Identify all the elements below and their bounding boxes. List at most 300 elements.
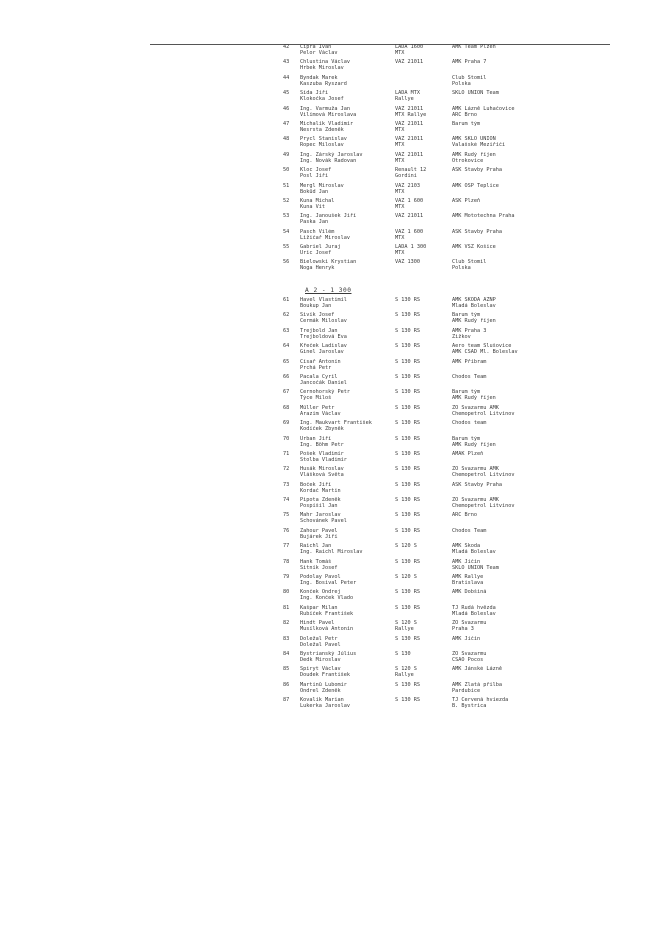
car-model [395, 136, 445, 148]
crew-name-line: Rubíček František [300, 610, 354, 617]
start-number: 51 [283, 182, 290, 189]
crew-names [300, 605, 392, 617]
car-model-line: MTX [395, 142, 405, 149]
car-model [395, 75, 445, 81]
crew-name-line: Bokůd Jan [300, 188, 329, 195]
team-name [452, 244, 552, 250]
team-name [452, 152, 552, 164]
entry-row [0, 343, 662, 358]
crew-names [300, 259, 392, 271]
car-model-line: Š 130 RS [395, 512, 420, 519]
team-name [452, 497, 552, 509]
car-model-line: Š 130 RS [395, 420, 420, 427]
crew-name-line: Müller Petr [300, 404, 335, 411]
crew-name-line: Týce Miloš [300, 395, 332, 402]
team-name [452, 420, 552, 426]
crew-name-line: Čermák Miloslav [300, 318, 347, 325]
crew-names [300, 59, 392, 71]
crew-name-line: Schovánek Pavel [300, 518, 347, 525]
car-model-line: Š 130 RS [395, 404, 420, 411]
start-number: 42 [283, 44, 290, 50]
crew-name-line: Doležal Petr [300, 635, 338, 642]
team-name-line: AMK Příbram [452, 358, 487, 365]
car-model-line [395, 75, 445, 81]
crew-names [300, 574, 392, 586]
crew-name-line: Ginel Jaroslav [300, 349, 344, 356]
crew-name-line: Ližičař Miroslav [300, 234, 350, 241]
team-name-line: Praha 3 [452, 626, 474, 633]
car-model-line: VAZ 1 600 [395, 228, 424, 235]
team-name [452, 543, 552, 555]
crew-name-line: Paska Jan [300, 219, 329, 226]
team-name [452, 59, 552, 65]
start-number: 85 [283, 666, 290, 673]
car-model-line: VAZ 21011 [395, 151, 424, 158]
team-name-line: ZO Svazarmu AMK [452, 466, 499, 473]
team-name-line: Mladá Boleslav [452, 549, 496, 556]
team-name [452, 620, 552, 632]
car-model-line: MTX [395, 157, 405, 164]
team-name-line: ZO Svazarmu AMK [452, 497, 499, 504]
car-model-line: Š 130 RS [395, 481, 420, 488]
team-name-line: ČSAO Pocos [452, 656, 484, 663]
entry-row [0, 213, 662, 228]
team-name-line: AMAK Plzeň [452, 450, 484, 457]
team-name-line: AMK Rudý říjen [452, 151, 496, 158]
start-number: 81 [283, 604, 290, 611]
team-name-line: AMK Rudý říjen [452, 441, 496, 448]
team-name-line: Chemopetrol Litvínov [452, 472, 515, 479]
team-name-line: Žižkov [452, 333, 471, 340]
car-model [395, 312, 445, 318]
team-name [452, 636, 552, 642]
crew-name-line: Kloc Josef [300, 167, 332, 174]
start-number: 45 [283, 90, 290, 97]
team-name-line: AMK Škoda [452, 543, 481, 550]
crew-name-line: Mergl Miroslav [300, 182, 344, 189]
car-model-line: Š 130 RS [395, 327, 420, 334]
crew-names [300, 359, 392, 371]
car-model-line: VAZ 21011 [395, 59, 424, 66]
car-model-line: Š 120 S [395, 666, 417, 673]
crew-name-line: Sitník Josef [300, 564, 338, 571]
crew-name-line: Ing. Raichl Miroslav [300, 549, 363, 556]
car-model [395, 682, 445, 688]
team-name-line: AMK SKLO UNION [452, 136, 496, 143]
team-name-line: AMK Praha 3 [452, 327, 487, 334]
entry-row [0, 543, 662, 558]
crew-name-line: Byndak Marek [300, 74, 338, 81]
car-model [395, 244, 445, 256]
crew-names [300, 405, 392, 417]
class-heading: A 2 - 1 300 [305, 287, 352, 294]
entry-row [0, 259, 662, 274]
team-name-line: Barum tým [452, 435, 481, 442]
crew-names [300, 636, 392, 648]
entry-row [0, 589, 662, 604]
team-name-line: AMK ŠKODA AZNP [452, 297, 496, 303]
car-model-line: Š 130 RS [395, 466, 420, 473]
entry-row [0, 44, 662, 59]
crew-names [300, 198, 392, 210]
start-number: 68 [283, 404, 290, 411]
car-model [395, 405, 445, 411]
car-model-line: Š 130 RS [395, 450, 420, 457]
crew-names [300, 183, 392, 195]
car-model-line: VAZ 21011 [395, 213, 424, 220]
car-model-line: MTX [395, 234, 405, 241]
team-name-line: AMK Zlatá přilba [452, 681, 502, 688]
crew-names [300, 482, 392, 494]
start-number: 78 [283, 558, 290, 565]
crew-names [300, 167, 392, 179]
start-number: 55 [283, 244, 290, 251]
team-name-line: B. Bystrica [452, 703, 487, 710]
start-number: 49 [283, 151, 290, 158]
crew-name-line: Mahr Jaroslav [300, 512, 341, 519]
team-name [452, 436, 552, 448]
car-model-line: VAZ 2103 [395, 182, 420, 189]
crew-names [300, 213, 392, 225]
crew-name-line: Martinů Lubomír [300, 681, 347, 688]
entry-row [0, 620, 662, 635]
crew-name-line: Kovalík Marian [300, 697, 344, 704]
team-name-line: SKLO UNION Team [452, 564, 499, 571]
crew-names [300, 312, 392, 324]
crew-names [300, 651, 392, 663]
car-model-line: LADA 1600 [395, 44, 424, 50]
car-model-line: Š 130 RS [395, 681, 420, 688]
team-name [452, 328, 552, 340]
entry-row [0, 697, 662, 712]
team-name-line: Mladá Boleslav [452, 610, 496, 617]
start-number: 76 [283, 527, 290, 534]
entry-row [0, 436, 662, 451]
crew-name-line: Chlustina Václav [300, 59, 350, 66]
car-model [395, 90, 445, 102]
team-name-line: Otrokovice [452, 157, 484, 164]
team-name-line: Polska [452, 265, 471, 272]
entry-row [0, 405, 662, 420]
crew-name-line: Hrbek Miroslav [300, 65, 344, 72]
car-model-line: VAZ 21011 [395, 105, 424, 112]
crew-name-line: Vlášková Světa [300, 472, 344, 479]
crew-name-line: Cipra Ivan [300, 44, 332, 50]
crew-name-line: Kuna Vít [300, 203, 325, 210]
team-name-line: Mladá Boleslav [452, 303, 496, 309]
car-model [395, 543, 445, 549]
entry-row [0, 229, 662, 244]
team-name [452, 405, 552, 417]
entry-row [0, 451, 662, 466]
car-model [395, 651, 445, 657]
team-name [452, 374, 552, 380]
team-name [452, 121, 552, 127]
start-number: 50 [283, 167, 290, 174]
team-name-line: AMK VŠZ Košice [452, 244, 496, 251]
crew-name-line: Doudek František [300, 672, 350, 679]
start-number: 70 [283, 435, 290, 442]
team-name-line: Valašské Meziříčí [452, 142, 506, 149]
car-model [395, 389, 445, 395]
start-number: 79 [283, 574, 290, 581]
car-model [395, 666, 445, 678]
start-number: 53 [283, 213, 290, 220]
team-name-line: Aero team Slušovice [452, 343, 512, 350]
car-model [395, 559, 445, 565]
team-name-line: ASK Stavby Praha [452, 228, 502, 235]
crew-name-line: Bielowski Krystian [300, 259, 357, 266]
car-model-line: Š 120 S [395, 620, 417, 627]
team-name [452, 312, 552, 324]
crew-names [300, 389, 392, 401]
entry-row [0, 559, 662, 574]
team-name [452, 559, 552, 571]
crew-name-line: Císař Antonín [300, 358, 341, 365]
car-model [395, 497, 445, 503]
car-model-line: Š 130 RS [395, 635, 420, 642]
car-model [395, 259, 445, 265]
team-name [452, 466, 552, 478]
car-model-line: MTX [395, 250, 405, 257]
crew-name-line: Podolay Pavol [300, 574, 341, 581]
start-number: 71 [283, 450, 290, 457]
team-name-line: Club Stomil [452, 74, 487, 81]
start-number: 52 [283, 197, 290, 204]
team-name-line: Chemopetrol Litvínov [452, 410, 515, 417]
start-number: 54 [283, 228, 290, 235]
crew-names [300, 229, 392, 241]
crew-name-line: Jancočák Daniel [300, 379, 347, 386]
start-number: 87 [283, 697, 290, 704]
team-name [452, 183, 552, 189]
start-number: 48 [283, 136, 290, 143]
car-model-line: Rallye [395, 672, 414, 679]
crew-names [300, 543, 392, 555]
car-model-line: LADA MTX [395, 90, 420, 97]
team-name [452, 90, 552, 96]
start-number: 82 [283, 620, 290, 627]
start-number: 74 [283, 497, 290, 504]
car-model-line: VAZ 1 600 [395, 197, 424, 204]
car-model [395, 343, 445, 349]
car-model-line: Š 120 S [395, 543, 417, 550]
team-name [452, 389, 552, 401]
car-model-line: MTX [395, 126, 405, 133]
crew-name-line: Boukup Jan [300, 303, 332, 309]
entry-row [0, 328, 662, 343]
crew-names [300, 528, 392, 540]
crew-name-line: Konček Ondrej [300, 589, 341, 596]
crew-name-line: Kodíček Zbyněk [300, 426, 344, 433]
team-name [452, 198, 552, 204]
entry-row [0, 90, 662, 105]
car-model-line: MTX [395, 203, 405, 210]
car-model-line: Š 130 [395, 650, 411, 657]
crew-name-line: Musílková Antonín [300, 626, 354, 633]
car-model-line: Š 130 RS [395, 697, 420, 704]
car-model-line: Rallye [395, 626, 414, 633]
crew-name-line: Boček Jiří [300, 481, 332, 488]
car-model [395, 106, 445, 118]
start-number: 77 [283, 543, 290, 550]
car-model [395, 198, 445, 210]
crew-name-line: Urban Jiří [300, 435, 332, 442]
team-name [452, 229, 552, 235]
entry-row [0, 666, 662, 681]
team-name-line: AMK Lázně Luhačovice [452, 105, 515, 112]
crew-name-line: Trejboldová Eva [300, 333, 347, 340]
start-number: 63 [283, 327, 290, 334]
car-model-line: Rallye [395, 96, 414, 103]
entry-row [0, 682, 662, 697]
entry-row [0, 420, 662, 435]
team-name-line: Bratislava [452, 580, 484, 587]
team-name-line: AMK Jičín [452, 558, 481, 565]
crew-name-line: Dedk Miroslav [300, 656, 341, 663]
crew-name-line: Klokočka Josef [300, 96, 344, 103]
car-model-line: Š 130 RS [395, 312, 420, 319]
team-name-line: Chodos Team [452, 527, 487, 534]
team-name-line: AMK Jánské Lázně [452, 666, 502, 673]
team-name-line: ASK Stavby Praha [452, 481, 502, 488]
crew-name-line: Pospíšil Jan [300, 503, 338, 510]
car-model [395, 229, 445, 241]
crew-names [300, 374, 392, 386]
entry-row [0, 297, 662, 312]
crew-name-line: Michalík Vladimír [300, 120, 354, 127]
crew-name-line: Sivík Josef [300, 312, 335, 319]
crew-name-line: Štolba Vladimír [300, 456, 347, 463]
team-name-line: AMK Jičín [452, 635, 481, 642]
car-model [395, 420, 445, 426]
entry-row [0, 374, 662, 389]
car-model [395, 374, 445, 380]
team-name [452, 528, 552, 534]
crew-name-line: Ropec Miloslav [300, 142, 344, 149]
entry-row [0, 512, 662, 527]
team-name-line: Pardubice [452, 687, 481, 694]
team-name [452, 297, 552, 309]
car-model [395, 697, 445, 703]
car-model-line: Š 130 RS [395, 558, 420, 565]
crew-name-line: Trejbold Jan [300, 327, 338, 334]
crew-name-line: Černohorský Petr [300, 389, 350, 396]
crew-names [300, 328, 392, 340]
crew-name-line: Šída Jiří [300, 90, 329, 97]
entry-row [0, 312, 662, 327]
start-number: 83 [283, 635, 290, 642]
start-number: 86 [283, 681, 290, 688]
car-model [395, 328, 445, 334]
crew-names [300, 244, 392, 256]
car-model [395, 213, 445, 219]
team-name [452, 482, 552, 488]
car-model-line: Š 130 RS [395, 604, 420, 611]
crew-name-line: Bystrianský Július [300, 650, 357, 657]
car-model [395, 620, 445, 632]
crew-name-line: Raichl Jan [300, 543, 332, 550]
team-name [452, 136, 552, 148]
crew-name-line: Špiryt Václav [300, 666, 341, 673]
crew-name-line: Kaszuba Ryszard [300, 80, 347, 87]
car-model [395, 297, 445, 303]
team-name [452, 682, 552, 694]
start-number: 72 [283, 466, 290, 473]
team-name-line: ZO Svazarmu [452, 650, 487, 657]
crew-names [300, 436, 392, 448]
team-name [452, 359, 552, 365]
team-name-line: Chemopetrol Litvínov [452, 503, 515, 510]
team-name [452, 574, 552, 586]
crew-name-line: Pacala Cyril [300, 373, 338, 380]
team-name-line: AMK Rudý říjen [452, 395, 496, 402]
car-model-line: MTX [395, 188, 405, 195]
car-model [395, 167, 445, 179]
crew-name-line: Vilímová Miroslava [300, 111, 357, 118]
team-name-line: TJ Rudá hvězda [452, 604, 496, 611]
start-number: 43 [283, 59, 290, 66]
team-name-line: AMK ČSAD Ml. Boleslav [452, 349, 518, 356]
entry-row [0, 136, 662, 151]
car-model-line: Renault 12 [395, 167, 427, 174]
crew-names [300, 343, 392, 355]
crew-names [300, 121, 392, 133]
entry-row [0, 605, 662, 620]
team-name-line: AMK Mototechna Praha [452, 213, 515, 220]
car-model-line: Š 130 RS [395, 527, 420, 534]
team-name-line: TJ Červená hviezda [452, 697, 509, 704]
team-name [452, 666, 552, 672]
team-name [452, 213, 552, 219]
crew-name-line: Kuna Michal [300, 197, 335, 204]
start-number: 75 [283, 512, 290, 519]
car-model [395, 528, 445, 534]
start-number: 47 [283, 120, 290, 127]
car-model [395, 605, 445, 611]
team-name-line: ZO Svazarmu [452, 620, 487, 627]
car-model [395, 121, 445, 133]
team-name-line: Club Stomil [452, 259, 487, 266]
car-model [395, 482, 445, 488]
start-number: 56 [283, 259, 290, 266]
crew-name-line: Posl Jiří [300, 173, 329, 180]
team-name-line: AMK Rudý říjen [452, 318, 496, 325]
crew-name-line: Prycl Stanislav [300, 136, 347, 143]
crew-names [300, 620, 392, 632]
crew-names [300, 697, 392, 709]
entry-row [0, 636, 662, 651]
car-model-line: Š 120 S [395, 574, 417, 581]
crew-name-line: Křeček Ladislav [300, 343, 347, 350]
team-name-line: Barum tým [452, 120, 481, 127]
entry-row [0, 466, 662, 481]
crew-name-line: Gabriel Juraj [300, 244, 341, 251]
team-name-line: ASK Stavby Praha [452, 167, 502, 174]
crew-name-line: Prchá Petr [300, 364, 332, 371]
crew-name-line: Ing. Novák Radovan [300, 157, 357, 164]
entry-row [0, 59, 662, 74]
crew-names [300, 75, 392, 87]
car-model-line: VAZ 1300 [395, 259, 420, 266]
crew-name-line: Arazim Václav [300, 410, 341, 417]
crew-names [300, 297, 392, 309]
start-number: 66 [283, 373, 290, 380]
crew-name-line: Doležal Pavel [300, 641, 341, 648]
team-name [452, 259, 552, 271]
team-name [452, 44, 552, 50]
car-model-line: Š 130 RS [395, 435, 420, 442]
